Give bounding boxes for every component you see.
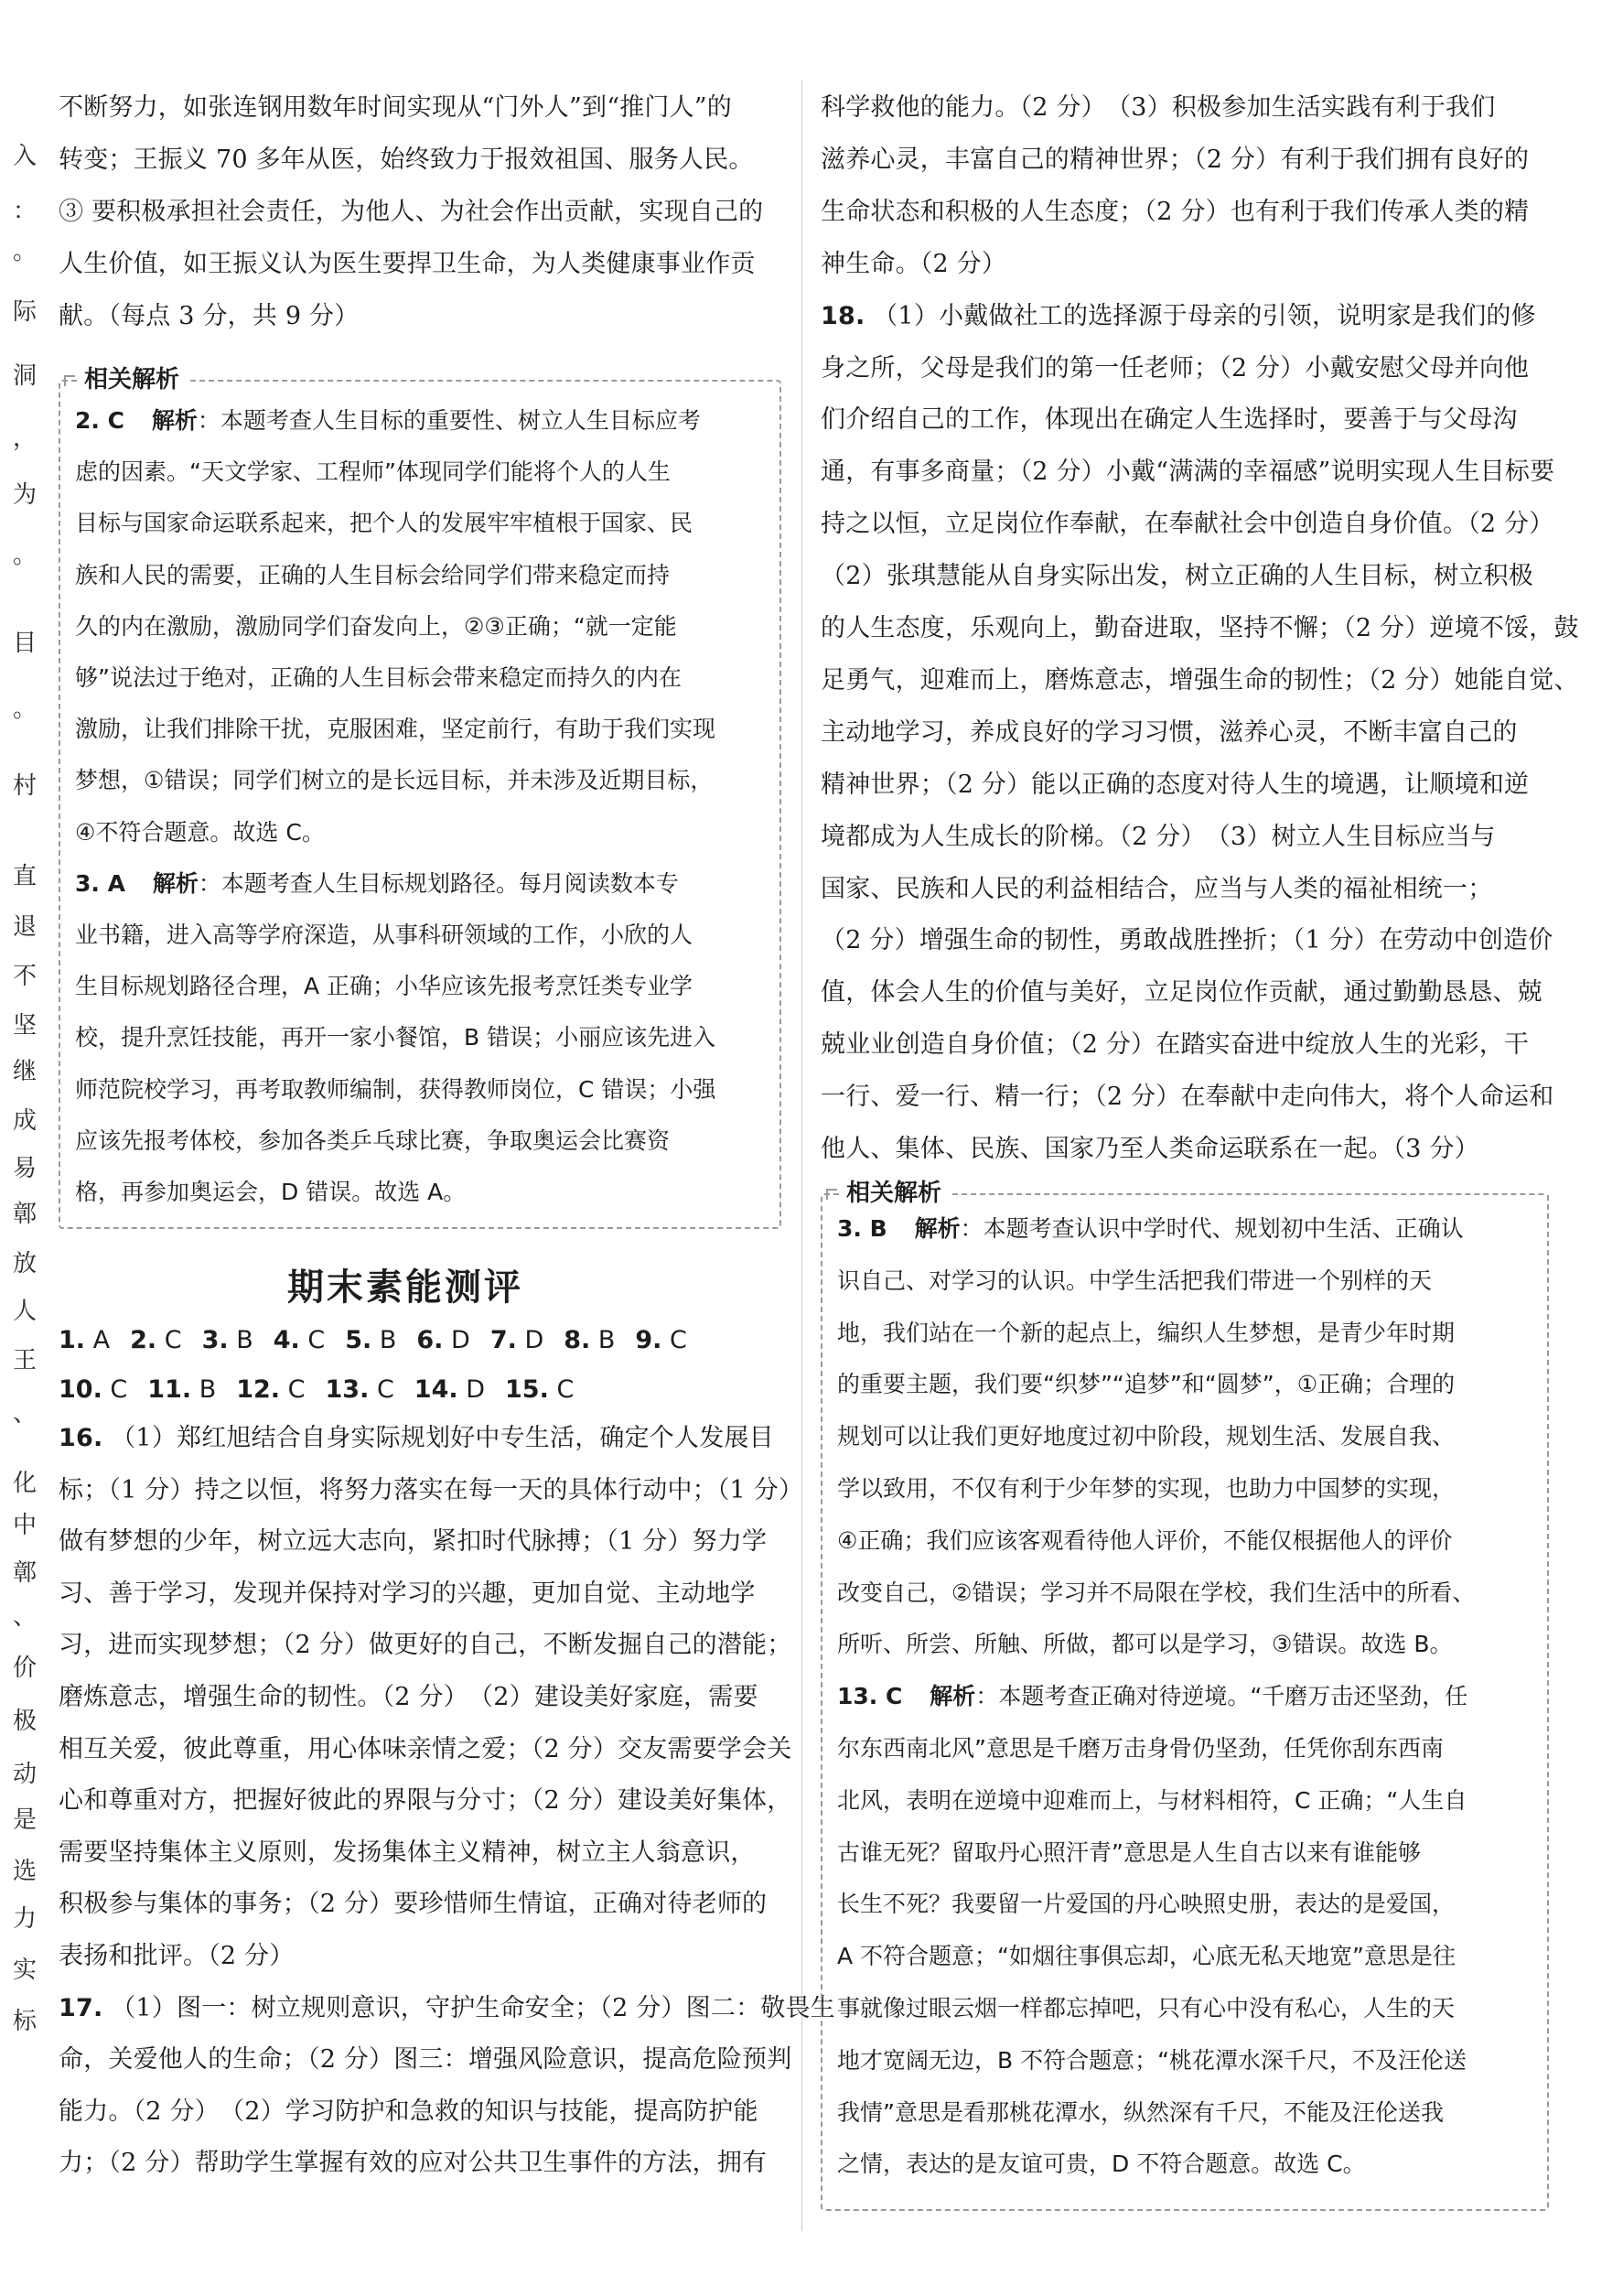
answer-item bbox=[147, 1375, 216, 1405]
edge-char: 标 bbox=[13, 2008, 38, 2035]
text-line bbox=[821, 824, 1495, 851]
text-line bbox=[59, 2098, 758, 2126]
text-line bbox=[821, 927, 1553, 954]
analysis-line bbox=[837, 1215, 1464, 1243]
answer-number: 1. bbox=[59, 1326, 86, 1354]
answer-number: 10. bbox=[59, 1375, 102, 1404]
text-line bbox=[59, 1736, 791, 1763]
line-text: ：本题考查正确对待逆境。“千磨万击还坚劲，任 bbox=[975, 1683, 1468, 1710]
text-line bbox=[821, 406, 1518, 434]
text-line bbox=[821, 355, 1529, 383]
line-text: 虑的因素。“天文学家、工程师”体现同学们能将个人的人生 bbox=[75, 458, 671, 486]
analysis-line bbox=[75, 870, 679, 898]
line-text: 久的内在激励，激励同学们奋发向上，②③正确；“就一定能 bbox=[75, 612, 677, 640]
text-line bbox=[821, 251, 1006, 278]
analysis-line bbox=[75, 1179, 466, 1206]
answer-choice: A bbox=[85, 1326, 111, 1354]
line-text: 主动地学习，养成良好的学习习惯，滋养心灵，不断丰富自己的 bbox=[821, 717, 1518, 747]
analysis-line bbox=[837, 2047, 1467, 2075]
answer-choice: B bbox=[371, 1326, 397, 1354]
answer-choice: C bbox=[280, 1375, 306, 1404]
edge-char: 。 bbox=[13, 542, 38, 569]
edge-char: 继 bbox=[13, 1058, 38, 1085]
text-line bbox=[59, 1528, 767, 1556]
text-line bbox=[821, 1136, 1479, 1163]
edge-char: 动 bbox=[13, 1761, 38, 1788]
analysis-line bbox=[837, 1891, 1455, 1918]
line-text: 地，我们站在一个新的起点上，编织人生梦想，是青少年时期 bbox=[837, 1319, 1456, 1346]
edge-char: 。 bbox=[13, 238, 38, 265]
text-line bbox=[821, 1031, 1529, 1059]
line-text: 力；（2 分）帮助学生掌握有效的应对公共卫生事件的方法，拥有 bbox=[59, 2149, 768, 2178]
line-text: 所听、所尝、所触、所做，都可以是学习，③错误。故选 B。 bbox=[837, 1631, 1453, 1658]
section-title: 期末素能测评 bbox=[287, 1266, 523, 1309]
line-text: ④不符合题意。故选 C。 bbox=[75, 818, 325, 846]
text-line bbox=[59, 2046, 791, 2074]
analysis-line bbox=[75, 1024, 715, 1051]
answer-item bbox=[274, 1326, 325, 1355]
analysis-line bbox=[837, 1995, 1455, 2022]
line-text: ④正确；我们应该客观看待他人评价，不能仅根据他人的评价 bbox=[837, 1526, 1453, 1554]
question-number: 3. B bbox=[837, 1215, 887, 1242]
answer-choice: C bbox=[548, 1375, 575, 1404]
answer-item bbox=[564, 1326, 615, 1355]
line-text: （2 分）增强生命的韧性，勇敢战胜挫折；（1 分）在劳动中创造价 bbox=[821, 926, 1553, 955]
answer-item bbox=[326, 1375, 394, 1405]
analysis-line bbox=[75, 664, 682, 692]
line-text: 身之所，父母是我们的第一任老师；（2 分）小戴安慰父母并向他 bbox=[821, 353, 1530, 383]
analysis-line bbox=[75, 1127, 670, 1155]
edge-char: 洞 bbox=[13, 362, 38, 390]
line-text: 通，有事多商量；（2 分）小戴“满满的幸福感”说明实现人生目标要 bbox=[821, 458, 1555, 487]
line-text: 们介绍自己的工作，体现出在确定人生选择时，要善于与父母沟 bbox=[821, 405, 1518, 435]
edge-char: 村 bbox=[13, 772, 38, 800]
text-line bbox=[821, 199, 1529, 226]
analysis-keyword: 解析 bbox=[914, 1215, 961, 1242]
analysis-keyword: 解析 bbox=[930, 1683, 976, 1710]
answer-number: 4. bbox=[273, 1326, 300, 1354]
analysis-line bbox=[75, 922, 693, 949]
line-text: 应该先报考体校，参加各类乒乓球比赛，争取奥运会比赛资 bbox=[75, 1126, 671, 1154]
edge-char: 退 bbox=[13, 913, 38, 941]
line-text: 表扬和批评。（2 分） bbox=[59, 1942, 295, 1970]
line-text: 师范院校学习，再考取教师编制，获得教师岗位，C 错误；小强 bbox=[75, 1075, 716, 1103]
edge-char: 鄣 bbox=[13, 1201, 38, 1228]
text-line: 不断努力，如张连钢用数年时间实现从“门外人”到“推门人”的 bbox=[59, 93, 733, 122]
analysis-keyword: 解析 bbox=[151, 407, 198, 434]
text-line bbox=[59, 2150, 767, 2177]
analysis-box bbox=[821, 1180, 1549, 2211]
line-text: ：本题考查人生目标的重要性、树立人生目标应考 bbox=[197, 407, 701, 434]
edge-char: 极 bbox=[13, 1708, 38, 1735]
line-text: 积极参与集体的事务；（2 分）要珍惜师生情谊，正确对待老师的 bbox=[59, 1890, 768, 1919]
analysis-line bbox=[837, 2099, 1444, 2127]
analysis-line bbox=[837, 1267, 1432, 1295]
text-line bbox=[59, 1632, 791, 1659]
line-text: 业书籍，进入高等学府深造，从事科研领域的工作，小欣的人 bbox=[75, 922, 693, 948]
text-line bbox=[821, 876, 1492, 903]
analysis-line bbox=[75, 767, 713, 794]
line-text: 梦想，①错误；同学们树立的是长远目标，并未涉及近期目标， bbox=[75, 767, 714, 794]
question-number: 2. C bbox=[75, 407, 124, 434]
question-number: 17. bbox=[59, 1993, 103, 2022]
edge-char: 、 bbox=[13, 1603, 38, 1631]
question-number: 3. A bbox=[75, 869, 125, 897]
line-text: 命，关爱他人的生命；（2 分）图三：增强风险意识，提高危险预判 bbox=[59, 2045, 792, 2075]
text-line bbox=[821, 146, 1529, 174]
answer-choice: C bbox=[369, 1375, 394, 1404]
line-text: ：本题考查认识中学时代、规划初中生活、正确认 bbox=[960, 1215, 1464, 1242]
line-text: 长生不死？我要留一片爱国的丹心映照史册，表达的是爱国， bbox=[837, 1891, 1456, 1918]
line-text: 境都成为人生成长的阶梯。（2 分） （3）树立人生目标应当与 bbox=[821, 822, 1496, 851]
line-text: 科学救他的能力。（2 分） （3）积极参加生活实践有利于我们 bbox=[821, 93, 1496, 122]
text-line bbox=[59, 1684, 758, 1711]
analysis-line bbox=[837, 1423, 1455, 1450]
analysis-box bbox=[59, 366, 781, 1229]
text-line bbox=[821, 94, 1495, 122]
analysis-line bbox=[75, 613, 677, 641]
edge-char: 价 bbox=[13, 1655, 38, 1682]
analysis-line bbox=[837, 1527, 1452, 1555]
line-text: 生命状态和积极的人生态度；（2 分）也有利于我们传承人类的精 bbox=[821, 197, 1530, 226]
text-line bbox=[59, 1580, 756, 1608]
answer-number: 7. bbox=[489, 1326, 517, 1354]
line-text: 值，体会人生的价值与美好，立足岗位作贡献，通过勤勤恳恳、兢 bbox=[821, 978, 1542, 1008]
line-text: 神生命。（2 分） bbox=[821, 249, 1007, 278]
line-text: 之情，表达的是友谊可贵，D 不符合题意。故选 C。 bbox=[837, 2150, 1366, 2178]
line-text: 兢业业创造自身价值；（2 分）在踏实奋进中绽放人生的光彩，干 bbox=[821, 1030, 1530, 1060]
analysis-line bbox=[75, 1076, 715, 1104]
line-text: 国家、民族和人民的利益相结合，应当与人类的福祉相统一； bbox=[821, 874, 1493, 903]
answer-choice: C bbox=[661, 1326, 687, 1354]
text-line bbox=[59, 1477, 803, 1504]
line-text: 北风，表明在逆境中迎难而上，与材料相符，C 正确；“人生自 bbox=[837, 1786, 1467, 1814]
edge-char: 化 bbox=[13, 1470, 38, 1497]
analysis-box-label: 相关解析 bbox=[77, 366, 187, 393]
edge-char: 选 bbox=[13, 1858, 38, 1885]
line-text: 校，提升烹饪技能，再开一家小餐馆，B 错误；小丽应该先进入 bbox=[75, 1024, 716, 1051]
answer-number: 14. bbox=[414, 1375, 458, 1404]
line-text: 我情”意思是看那桃花潭水，纵然深有千尺，不能及汪伦送我 bbox=[837, 2098, 1444, 2126]
answer-number: 13. bbox=[325, 1375, 370, 1404]
line-text: 识自己、对学习的认识。中学生活把我们带进一个别样的天 bbox=[837, 1267, 1433, 1294]
edge-char: ， bbox=[13, 425, 38, 452]
analysis-line bbox=[75, 458, 671, 486]
line-text: 地才宽阔无边，B 不符合题意；“桃花潭水深千尺，不及汪伦送 bbox=[837, 2046, 1467, 2074]
analysis-line bbox=[837, 1631, 1453, 1658]
edge-char: 鄣 bbox=[13, 1559, 38, 1587]
answer-item bbox=[635, 1326, 686, 1355]
analysis-line bbox=[837, 1839, 1421, 1867]
line-text: 需要坚持集体主义原则，发扬集体主义精神，树立主人翁意识， bbox=[59, 1838, 756, 1867]
line-text: 改变自己，②错误；学习并不局限在学校，我们生活中的所看、 bbox=[837, 1579, 1476, 1606]
answer-number: 3. bbox=[201, 1326, 229, 1354]
analysis-line bbox=[837, 1371, 1455, 1398]
answer-number: 2. bbox=[130, 1326, 157, 1354]
analysis-line bbox=[837, 1943, 1456, 1970]
line-text: 相互关爱，彼此尊重，用心体味亲情之爱；（2 分）交友需要学会关 bbox=[59, 1734, 792, 1763]
answer-item bbox=[490, 1326, 543, 1355]
question-number: 13. C bbox=[837, 1683, 903, 1710]
text-line bbox=[821, 303, 1536, 330]
answer-item bbox=[416, 1326, 469, 1355]
analysis-line bbox=[75, 716, 715, 743]
answer-item bbox=[414, 1375, 485, 1405]
question-number: 18. bbox=[821, 301, 865, 330]
answer-item bbox=[59, 1375, 127, 1405]
text-line bbox=[59, 1943, 294, 1970]
line-text: （1）小戴做社工的选择源于母亲的引领，说明家是我们的修 bbox=[873, 301, 1536, 330]
line-text: 标；（1 分）持之以恒，将努力落实在每一天的具体行动中；（1 分） bbox=[59, 1475, 804, 1504]
text-line bbox=[821, 1083, 1553, 1111]
text-line bbox=[821, 771, 1529, 799]
analysis-line bbox=[75, 562, 670, 589]
answer-item bbox=[236, 1375, 305, 1405]
line-text: （1）郑红旭结合自身实际规划好中专生活，确定个人发展目 bbox=[111, 1424, 774, 1452]
answer-choice: C bbox=[102, 1375, 128, 1404]
answer-item bbox=[505, 1375, 574, 1405]
answer-choice: B bbox=[191, 1375, 217, 1404]
line-text: 习，进而实现梦想；（2 分）做更好的自己，不断发掘自己的潜能； bbox=[59, 1631, 792, 1660]
line-text: 一行、爱一行、精一行；（2 分）在奉献中走向伟大，将个人命运和 bbox=[821, 1083, 1554, 1112]
analysis-line bbox=[75, 510, 693, 537]
line-text: 足勇气，迎难而上，磨炼意志，增强生命的韧性；（2 分）她能自觉、 bbox=[821, 665, 1579, 695]
line-text: 心和尊重对方，把握好彼此的界限与分寸；（2 分）建设美好集体， bbox=[59, 1786, 792, 1816]
answer-number: 9. bbox=[635, 1326, 662, 1354]
question-number: 16. bbox=[59, 1424, 103, 1452]
answer-choice: B bbox=[590, 1326, 616, 1354]
analysis-line bbox=[75, 407, 701, 435]
edge-char: 人 bbox=[13, 1298, 38, 1325]
analysis-keyword: 解析 bbox=[152, 869, 199, 897]
edge-char: 。 bbox=[13, 695, 38, 723]
text-line bbox=[821, 511, 1553, 538]
analysis-line bbox=[837, 1787, 1467, 1815]
text-line bbox=[821, 979, 1542, 1007]
analysis-line bbox=[837, 1320, 1455, 1347]
answer-number: 11. bbox=[147, 1375, 192, 1404]
line-text: 做有梦想的少年，树立远大志向，紧扣时代脉搏；（1 分）努力学 bbox=[59, 1527, 768, 1557]
text-line: 转变；王振义 70 多年从医，始终致力于报效祖国、服务人民。 bbox=[59, 146, 754, 174]
edge-char: 实 bbox=[13, 1956, 38, 1984]
answer-choice: C bbox=[299, 1326, 326, 1354]
text-line bbox=[59, 1995, 835, 2022]
edge-char: 际 bbox=[13, 298, 38, 326]
answer-item bbox=[130, 1326, 181, 1355]
edge-char: 直 bbox=[13, 863, 38, 890]
line-text: 规划可以让我们更好地度过初中阶段，规划生活、发展自我、 bbox=[837, 1423, 1456, 1450]
line-text: 滋养心灵，丰富自己的精神世界；（2 分）有利于我们拥有良好的 bbox=[821, 145, 1530, 174]
answer-item bbox=[345, 1326, 396, 1355]
text-line bbox=[59, 1891, 767, 1918]
line-text: 格，再参加奥运会，D 错误。故选 A。 bbox=[75, 1179, 467, 1205]
line-text: （2）张琪慧能从自身实际出发，树立正确的人生目标，树立积极 bbox=[821, 562, 1533, 591]
line-text: 事就像过眼云烟一样都忘掉吧，只有心中没有私心，人生的天 bbox=[837, 1995, 1456, 2021]
answer-choice: B bbox=[228, 1326, 253, 1354]
text-line bbox=[821, 719, 1518, 747]
analysis-line bbox=[837, 1475, 1455, 1503]
analysis-line bbox=[837, 1579, 1475, 1607]
answer-choice: C bbox=[156, 1326, 182, 1354]
line-text: 激励，让我们排除干扰，克服困难，坚定前行，有助于我们实现 bbox=[75, 716, 716, 743]
answer-number: 15. bbox=[505, 1375, 549, 1404]
analysis-line bbox=[75, 819, 325, 846]
text-line bbox=[821, 563, 1533, 590]
analysis-line bbox=[75, 973, 693, 1000]
text-line: 献。（每点 3 分，共 9 分） bbox=[59, 302, 360, 330]
edge-char: 王 bbox=[13, 1347, 38, 1374]
answer-number: 5. bbox=[345, 1326, 372, 1354]
edge-char: 、 bbox=[13, 1400, 38, 1428]
answer-number: 8. bbox=[564, 1326, 591, 1354]
edge-char: 中 bbox=[13, 1512, 38, 1539]
analysis-line bbox=[837, 1683, 1467, 1710]
line-text: 能力。（2 分） （2）学习防护和急救的知识与技能，提高防护能 bbox=[59, 2097, 758, 2126]
edge-char: 目 bbox=[13, 630, 38, 657]
text-line bbox=[59, 1839, 756, 1867]
line-text: 学以致用，不仅有利于少年梦的实现，也助力中国梦的实现， bbox=[837, 1475, 1456, 1502]
line-text: 的重要主题，我们要“织梦”“追梦”和“圆梦”，①正确；合理的 bbox=[837, 1371, 1456, 1398]
analysis-line bbox=[837, 1735, 1444, 1762]
edge-char: 成 bbox=[13, 1107, 38, 1135]
answer-key-row bbox=[59, 1375, 594, 1405]
line-text: 够”说法过于绝对，正确的人生目标会带来稳定而持久的内在 bbox=[75, 664, 682, 691]
answer-number: 12. bbox=[236, 1375, 281, 1404]
text-line: 人生价值，如王振义认为医生要捍卫生命，为人类健康事业作贡 bbox=[59, 250, 756, 278]
text-line bbox=[821, 458, 1554, 486]
column-divider bbox=[801, 81, 802, 2231]
edge-char: 放 bbox=[13, 1250, 38, 1277]
line-text: ：本题考查人生目标规划路径。每月阅读数本专 bbox=[198, 869, 679, 897]
line-text: 磨炼意志，增强生命的韧性。（2 分） （2）建设美好家庭，需要 bbox=[59, 1683, 758, 1711]
line-text: 古谁无死？留取丹心照汗青”意思是人生自古以来有谁能够 bbox=[837, 1838, 1421, 1866]
answer-key-row bbox=[59, 1326, 707, 1355]
edge-char: 坚 bbox=[13, 1012, 38, 1040]
line-text: 族和人民的需要，正确的人生目标会给同学们带来稳定而持 bbox=[75, 561, 671, 588]
text-line bbox=[59, 1425, 774, 1452]
edge-char: 是 bbox=[13, 1806, 38, 1834]
edge-char: 力 bbox=[13, 1905, 38, 1933]
line-text: 的人生态度，乐观向上，勤奋进取，坚持不懈；（2 分）逆境不馁，鼓 bbox=[821, 614, 1579, 642]
edge-char: 为 bbox=[13, 481, 38, 509]
text-line bbox=[821, 615, 1579, 642]
line-text: 他人、集体、民族、国家乃至人类命运联系在一起。（3 分） bbox=[821, 1135, 1479, 1163]
line-text: 生目标规划路径合理，A 正确；小华应该先报考烹饪类专业学 bbox=[75, 973, 693, 1000]
text-line bbox=[821, 667, 1579, 695]
edge-char: 入 bbox=[13, 143, 38, 170]
answer-item bbox=[202, 1326, 253, 1355]
line-text: 持之以恒，立足岗位作奉献，在奉献社会中创造自身价值。（2 分） bbox=[821, 510, 1554, 539]
edge-char: 易 bbox=[13, 1155, 38, 1182]
text-line: ③ 要积极承担社会责任，为他人、为社会作出贡献，实现自己的 bbox=[59, 198, 764, 226]
line-text: 精神世界；（2 分）能以正确的态度对待人生的境遇，让顺境和逆 bbox=[821, 770, 1530, 799]
edge-char: 不 bbox=[13, 963, 38, 990]
line-text: （1）图一：树立规则意识，守护生命安全；（2 分）图二：敬畏生 bbox=[111, 1993, 835, 2022]
text-line bbox=[59, 1787, 791, 1815]
answer-choice: D bbox=[457, 1375, 486, 1404]
answer-number: 6. bbox=[416, 1326, 444, 1354]
line-text: 习、善于学习，发现并保持对学习的兴趣，更加自觉、主动地学 bbox=[59, 1579, 756, 1608]
edge-char: ： bbox=[13, 198, 38, 225]
answer-item bbox=[59, 1326, 110, 1355]
line-text: A 不符合题意；“如烟往事俱忘却，心底无私天地宽”意思是往 bbox=[837, 1943, 1456, 1970]
line-text: 尔东西南北风”意思是千磨万击身骨仍坚劲，任凭你刮东西南 bbox=[837, 1735, 1444, 1762]
binding-edge-text bbox=[0, 0, 51, 2296]
analysis-box-label: 相关解析 bbox=[839, 1180, 949, 1207]
line-text: 目标与国家命运联系起来，把个人的发展牢牢植根于国家、民 bbox=[75, 510, 693, 537]
answer-choice: D bbox=[516, 1326, 544, 1354]
analysis-line bbox=[837, 2150, 1366, 2178]
answer-choice: D bbox=[443, 1326, 470, 1354]
